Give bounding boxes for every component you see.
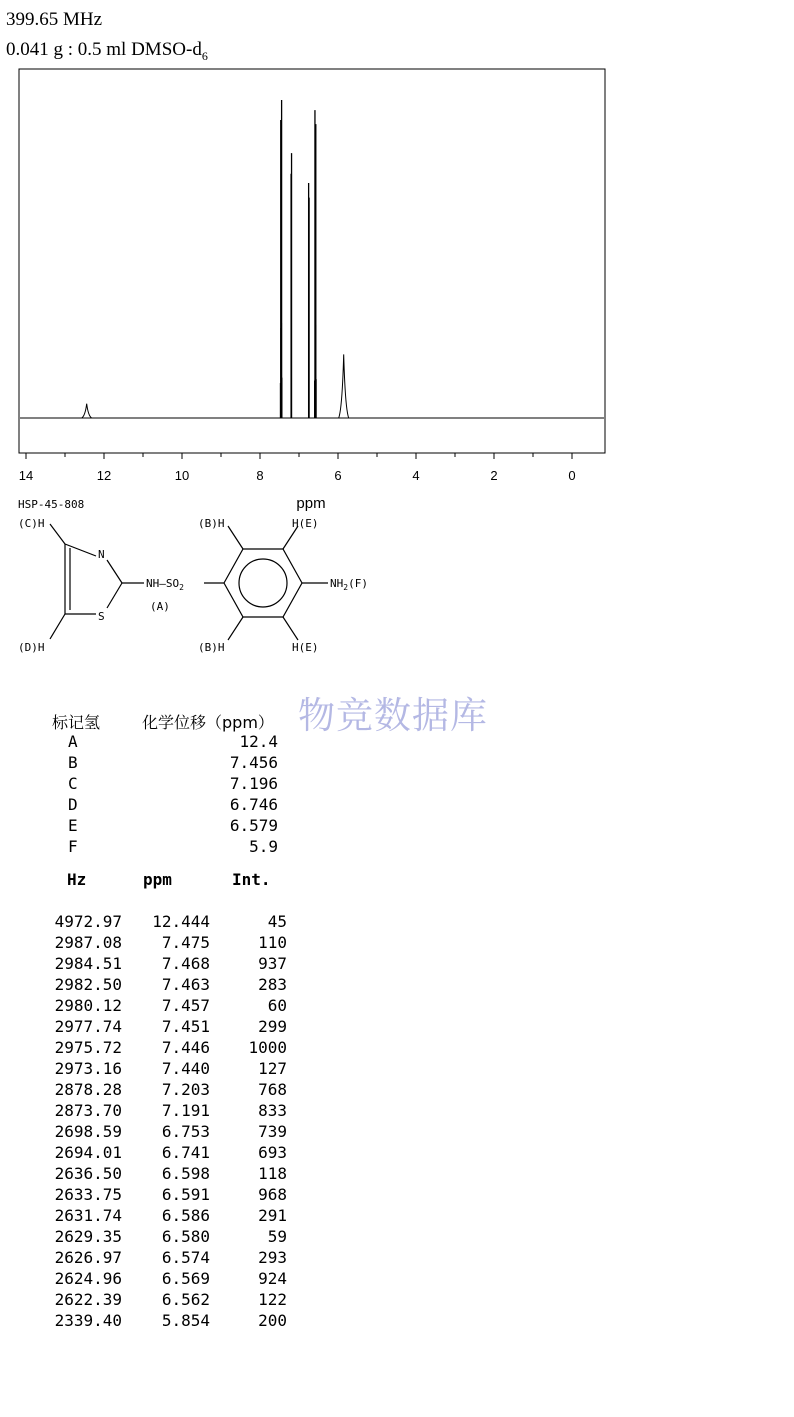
- peak-row: [40, 1311, 300, 1332]
- peak-row: [40, 1164, 300, 1185]
- peak-ppm: 6.753: [161, 1122, 210, 1141]
- nh2-subscript: 2: [343, 583, 349, 592]
- benzene-ring: [204, 526, 328, 640]
- peak-intensity: 283: [258, 975, 287, 994]
- assignment-shift: 12.4: [239, 732, 278, 751]
- peak-intensity: 45: [267, 912, 287, 931]
- peak-ppm: 5.854: [161, 1311, 210, 1330]
- assignment-row: [52, 732, 282, 753]
- peak-hz: 2622.39: [54, 1290, 122, 1309]
- peak-ppm: 6.741: [161, 1143, 210, 1162]
- peak-hz: 2636.50: [54, 1164, 122, 1183]
- peak-hz: 2984.51: [54, 954, 122, 973]
- peak-header-int: Int.: [232, 870, 271, 889]
- peak-ppm: 7.468: [161, 954, 210, 973]
- assignment-row: [52, 816, 282, 837]
- peak-hz: 2694.01: [54, 1143, 122, 1162]
- peak-intensity: 291: [258, 1206, 287, 1225]
- peak-ppm: 7.191: [161, 1101, 210, 1120]
- peak-hz: 2339.40: [54, 1311, 122, 1330]
- peak-hz: 2624.96: [54, 1269, 122, 1288]
- peak-ppm: 6.598: [161, 1164, 210, 1183]
- peak-row: [40, 1269, 300, 1290]
- assignment-shift: 6.746: [229, 795, 278, 814]
- peak-intensity: 200: [258, 1311, 287, 1330]
- label-c-h: (C)H: [18, 517, 45, 530]
- x-tick-label: 8: [256, 468, 264, 483]
- peak-hz: 2873.70: [54, 1101, 122, 1120]
- peak-ppm: 6.574: [161, 1248, 210, 1267]
- peak-intensity: 739: [258, 1122, 287, 1141]
- peak-hz: 2633.75: [54, 1185, 122, 1204]
- spectrum-peak: [339, 354, 349, 418]
- nmr-spectrum-chart: [0, 0, 794, 520]
- peak-intensity: 924: [258, 1269, 287, 1288]
- peak-ppm: 7.440: [161, 1059, 210, 1078]
- peak-intensity: 768: [258, 1080, 287, 1099]
- peak-intensity: 299: [258, 1017, 287, 1036]
- peak-ppm: 7.446: [161, 1038, 210, 1057]
- peak-row: [40, 1206, 300, 1227]
- peak-intensity: 59: [267, 1227, 287, 1246]
- x-axis-label: ppm: [296, 495, 326, 512]
- peak-intensity: 693: [258, 1143, 287, 1162]
- peak-hz: 2631.74: [54, 1206, 122, 1225]
- assignment-shift: 7.456: [229, 753, 278, 772]
- peak-row: [40, 996, 300, 1017]
- label-f: (F): [348, 577, 368, 590]
- label-a: (A): [150, 600, 170, 613]
- peak-hz: 2977.74: [54, 1017, 122, 1036]
- sample-subscript: 6: [201, 48, 208, 63]
- spectrometer-frequency: 399.65 MHz: [6, 9, 103, 30]
- peak-intensity: 118: [258, 1164, 287, 1183]
- assignment-row: [52, 837, 282, 858]
- x-tick-label: 2: [490, 468, 498, 483]
- peak-row: [40, 1185, 300, 1206]
- atom-s: S: [98, 610, 105, 623]
- assignment-label: F: [68, 837, 78, 856]
- x-tick-label: 6: [334, 468, 342, 483]
- assignment-shift: 5.9: [249, 837, 278, 856]
- peak-intensity: 60: [267, 996, 287, 1015]
- x-tick-label: 4: [412, 468, 420, 483]
- peak-row: [40, 1017, 300, 1038]
- peak-ppm: 7.475: [161, 933, 210, 952]
- peak-row: [40, 1143, 300, 1164]
- watermark: 物竞数据库: [298, 694, 488, 737]
- sample-text: 0.041 g : 0.5 ml DMSO-d: [6, 39, 202, 60]
- peak-ppm: 7.457: [161, 996, 210, 1015]
- peak-row: [40, 1059, 300, 1080]
- label-b-h-bottom: (B)H: [198, 641, 225, 654]
- peak-row: [40, 975, 300, 996]
- peak-ppm: 7.203: [161, 1080, 210, 1099]
- peak-ppm: 6.580: [161, 1227, 210, 1246]
- peak-row: [40, 912, 300, 933]
- x-tick-label: 12: [96, 468, 112, 483]
- peak-intensity: 127: [258, 1059, 287, 1078]
- peak-ppm: 6.562: [161, 1290, 210, 1309]
- label-b-h-top: (B)H: [198, 517, 225, 530]
- x-tick-label: 0: [568, 468, 576, 483]
- nh2-main: NH: [330, 577, 344, 590]
- label-e-h-bottom: H(E): [292, 641, 319, 654]
- atom-n: N: [98, 548, 105, 561]
- peak-ppm: 7.463: [161, 975, 210, 994]
- peak-intensity: 937: [258, 954, 287, 973]
- spectrum-peak: [82, 404, 92, 418]
- compound-code: HSP-45-808: [18, 498, 85, 511]
- peak-header-hz: Hz: [67, 870, 87, 889]
- peak-intensity: 110: [258, 933, 287, 952]
- peak-row: [40, 1248, 300, 1269]
- peak-intensity: 968: [258, 1185, 287, 1204]
- peak-row: [40, 954, 300, 975]
- label-d-h: (D)H: [18, 641, 45, 654]
- assignment-header-shift: 化学位移（ppm）: [142, 713, 274, 732]
- molecule-structure: [0, 490, 400, 665]
- x-tick-label: 14: [18, 468, 34, 483]
- peak-hz: 2626.97: [54, 1248, 122, 1267]
- peak-row: [40, 1038, 300, 1059]
- peak-ppm: 7.451: [161, 1017, 210, 1036]
- peak-hz: 2698.59: [54, 1122, 122, 1141]
- peak-hz: 2987.08: [54, 933, 122, 952]
- peak-ppm: 6.591: [161, 1185, 210, 1204]
- peak-hz: 2973.16: [54, 1059, 122, 1078]
- peak-intensity: 293: [258, 1248, 287, 1267]
- nh-so2-text: [146, 577, 184, 592]
- peak-hz: 2975.72: [54, 1038, 122, 1057]
- label-e-h-top: H(E): [292, 517, 319, 530]
- assignment-row: [52, 753, 282, 774]
- assignment-label: B: [68, 753, 78, 772]
- peak-row: [40, 1101, 300, 1122]
- assignment-row: [52, 774, 282, 795]
- assignment-label: D: [68, 795, 78, 814]
- peak-hz: 2980.12: [54, 996, 122, 1015]
- so2-subscript: 2: [179, 583, 184, 592]
- peak-row: [40, 933, 300, 954]
- plot-frame: [19, 69, 605, 453]
- assignment-label: E: [68, 816, 78, 835]
- peak-ppm: 12.444: [152, 912, 210, 931]
- peak-header-ppm: ppm: [143, 870, 172, 889]
- peak-hz: 2878.28: [54, 1080, 122, 1099]
- peak-hz: 2629.35: [54, 1227, 122, 1246]
- assignment-label: A: [68, 732, 78, 751]
- assignment-shift: 7.196: [229, 774, 278, 793]
- assignment-shift: 6.579: [229, 816, 278, 835]
- x-tick-label: 10: [174, 468, 190, 483]
- assignment-header-label: 标记氢: [52, 713, 101, 732]
- peak-intensity: 1000: [248, 1038, 287, 1057]
- peak-hz: 4972.97: [54, 912, 122, 931]
- peak-row: [40, 1080, 300, 1101]
- assignment-label: C: [68, 774, 78, 793]
- peak-hz: 2982.50: [54, 975, 122, 994]
- peak-intensity: 833: [258, 1101, 287, 1120]
- spectrum-peaks: [20, 100, 604, 418]
- peak-ppm: 6.569: [161, 1269, 210, 1288]
- nh2-text: [330, 577, 368, 592]
- nh-so2-main: NH—SO: [146, 577, 180, 590]
- x-axis-ticks: [19, 453, 576, 483]
- thiazole-ring: [50, 524, 144, 639]
- peak-row: [40, 1290, 300, 1311]
- assignment-row: [52, 795, 282, 816]
- peak-row: [40, 1122, 300, 1143]
- peak-row: [40, 1227, 300, 1248]
- peak-ppm: 6.586: [161, 1206, 210, 1225]
- peak-intensity: 122: [258, 1290, 287, 1309]
